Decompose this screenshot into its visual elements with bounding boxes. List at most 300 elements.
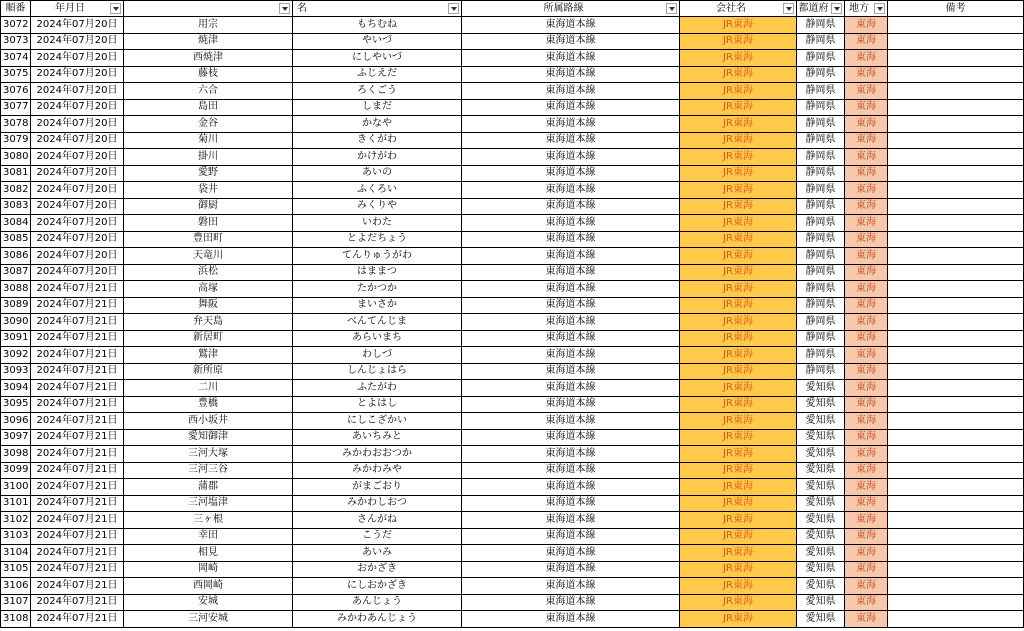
cell-company[interactable] <box>680 116 797 133</box>
cell-order[interactable] <box>0 430 31 447</box>
cell-order[interactable] <box>0 166 31 183</box>
cell-station[interactable] <box>124 496 293 513</box>
cell-company[interactable] <box>680 380 797 397</box>
cell-note[interactable] <box>888 529 1024 546</box>
cell-prefecture[interactable] <box>797 347 845 364</box>
cell-company[interactable] <box>680 512 797 529</box>
cell-station[interactable] <box>124 265 293 282</box>
cell-line[interactable] <box>462 133 680 150</box>
cell-kana[interactable] <box>293 430 462 447</box>
cell-prefecture[interactable] <box>797 298 845 315</box>
cell-date[interactable] <box>31 232 124 249</box>
cell-station[interactable] <box>124 463 293 480</box>
cell-kana[interactable] <box>293 149 462 166</box>
cell-order[interactable] <box>0 281 31 298</box>
cell-kana[interactable] <box>293 545 462 562</box>
cell-date[interactable] <box>31 331 124 348</box>
cell-date[interactable] <box>31 133 124 150</box>
filter-dropdown-icon[interactable] <box>448 3 459 14</box>
cell-order[interactable] <box>0 413 31 430</box>
cell-station[interactable] <box>124 116 293 133</box>
cell-region[interactable] <box>845 430 888 447</box>
cell-station[interactable] <box>124 479 293 496</box>
cell-kana[interactable] <box>293 166 462 183</box>
cell-prefecture[interactable] <box>797 430 845 447</box>
cell-date[interactable] <box>31 479 124 496</box>
cell-region[interactable] <box>845 595 888 612</box>
cell-station[interactable] <box>124 149 293 166</box>
cell-date[interactable] <box>31 463 124 480</box>
cell-company[interactable] <box>680 529 797 546</box>
cell-order[interactable] <box>0 578 31 595</box>
cell-line[interactable] <box>462 298 680 315</box>
cell-date[interactable] <box>31 83 124 100</box>
cell-date[interactable] <box>31 17 124 34</box>
header-region[interactable] <box>845 0 888 17</box>
cell-line[interactable] <box>462 545 680 562</box>
cell-kana[interactable] <box>293 463 462 480</box>
cell-line[interactable] <box>462 67 680 84</box>
cell-line[interactable] <box>462 215 680 232</box>
cell-kana[interactable] <box>293 232 462 249</box>
cell-station[interactable] <box>124 512 293 529</box>
cell-order[interactable] <box>0 512 31 529</box>
cell-company[interactable] <box>680 199 797 216</box>
cell-line[interactable] <box>462 17 680 34</box>
cell-note[interactable] <box>888 83 1024 100</box>
cell-region[interactable] <box>845 611 888 628</box>
cell-kana[interactable] <box>293 611 462 628</box>
cell-region[interactable] <box>845 298 888 315</box>
cell-note[interactable] <box>888 182 1024 199</box>
cell-line[interactable] <box>462 347 680 364</box>
cell-line[interactable] <box>462 281 680 298</box>
cell-kana[interactable] <box>293 446 462 463</box>
cell-company[interactable] <box>680 248 797 265</box>
cell-company[interactable] <box>680 314 797 331</box>
cell-company[interactable] <box>680 496 797 513</box>
cell-kana[interactable] <box>293 512 462 529</box>
cell-order[interactable] <box>0 331 31 348</box>
cell-prefecture[interactable] <box>797 248 845 265</box>
cell-company[interactable] <box>680 133 797 150</box>
cell-prefecture[interactable] <box>797 380 845 397</box>
cell-order[interactable] <box>0 364 31 381</box>
cell-date[interactable] <box>31 562 124 579</box>
cell-station[interactable] <box>124 248 293 265</box>
cell-region[interactable] <box>845 562 888 579</box>
cell-line[interactable] <box>462 100 680 117</box>
cell-date[interactable] <box>31 34 124 51</box>
header-prefecture[interactable] <box>797 0 845 17</box>
cell-station[interactable] <box>124 232 293 249</box>
cell-prefecture[interactable] <box>797 182 845 199</box>
cell-kana[interactable] <box>293 595 462 612</box>
cell-note[interactable] <box>888 496 1024 513</box>
cell-region[interactable] <box>845 479 888 496</box>
cell-note[interactable] <box>888 512 1024 529</box>
cell-station[interactable] <box>124 380 293 397</box>
cell-date[interactable] <box>31 281 124 298</box>
cell-note[interactable] <box>888 479 1024 496</box>
cell-region[interactable] <box>845 331 888 348</box>
cell-region[interactable] <box>845 199 888 216</box>
cell-region[interactable] <box>845 17 888 34</box>
cell-note[interactable] <box>888 116 1024 133</box>
cell-kana[interactable] <box>293 562 462 579</box>
cell-kana[interactable] <box>293 17 462 34</box>
cell-note[interactable] <box>888 298 1024 315</box>
cell-prefecture[interactable] <box>797 545 845 562</box>
cell-kana[interactable] <box>293 265 462 282</box>
cell-region[interactable] <box>845 215 888 232</box>
cell-company[interactable] <box>680 100 797 117</box>
cell-kana[interactable] <box>293 364 462 381</box>
cell-date[interactable] <box>31 529 124 546</box>
filter-dropdown-icon[interactable] <box>110 3 121 14</box>
cell-order[interactable] <box>0 545 31 562</box>
cell-kana[interactable] <box>293 116 462 133</box>
cell-kana[interactable] <box>293 248 462 265</box>
cell-station[interactable] <box>124 364 293 381</box>
cell-prefecture[interactable] <box>797 331 845 348</box>
cell-station[interactable] <box>124 413 293 430</box>
cell-prefecture[interactable] <box>797 116 845 133</box>
cell-date[interactable] <box>31 182 124 199</box>
cell-company[interactable] <box>680 215 797 232</box>
cell-station[interactable] <box>124 17 293 34</box>
cell-order[interactable] <box>0 17 31 34</box>
cell-note[interactable] <box>888 331 1024 348</box>
cell-line[interactable] <box>462 314 680 331</box>
cell-company[interactable] <box>680 182 797 199</box>
cell-company[interactable] <box>680 397 797 414</box>
cell-station[interactable] <box>124 215 293 232</box>
cell-station[interactable] <box>124 562 293 579</box>
cell-line[interactable] <box>462 116 680 133</box>
cell-line[interactable] <box>462 430 680 447</box>
cell-order[interactable] <box>0 529 31 546</box>
cell-company[interactable] <box>680 34 797 51</box>
cell-prefecture[interactable] <box>797 281 845 298</box>
cell-line[interactable] <box>462 479 680 496</box>
cell-prefecture[interactable] <box>797 446 845 463</box>
cell-region[interactable] <box>845 133 888 150</box>
filter-dropdown-icon[interactable] <box>783 3 794 14</box>
cell-note[interactable] <box>888 463 1024 480</box>
cell-company[interactable] <box>680 166 797 183</box>
cell-line[interactable] <box>462 248 680 265</box>
cell-prefecture[interactable] <box>797 133 845 150</box>
cell-line[interactable] <box>462 529 680 546</box>
cell-company[interactable] <box>680 17 797 34</box>
cell-station[interactable] <box>124 100 293 117</box>
cell-note[interactable] <box>888 215 1024 232</box>
cell-line[interactable] <box>462 232 680 249</box>
cell-station[interactable] <box>124 133 293 150</box>
cell-region[interactable] <box>845 496 888 513</box>
cell-date[interactable] <box>31 67 124 84</box>
cell-prefecture[interactable] <box>797 232 845 249</box>
cell-date[interactable] <box>31 265 124 282</box>
header-station[interactable] <box>124 0 293 17</box>
cell-kana[interactable] <box>293 347 462 364</box>
cell-order[interactable] <box>0 248 31 265</box>
cell-line[interactable] <box>462 265 680 282</box>
cell-region[interactable] <box>845 34 888 51</box>
cell-date[interactable] <box>31 545 124 562</box>
cell-line[interactable] <box>462 380 680 397</box>
cell-region[interactable] <box>845 314 888 331</box>
header-note[interactable] <box>888 0 1024 17</box>
cell-line[interactable] <box>462 199 680 216</box>
cell-kana[interactable] <box>293 182 462 199</box>
cell-region[interactable] <box>845 83 888 100</box>
cell-company[interactable] <box>680 232 797 249</box>
cell-date[interactable] <box>31 116 124 133</box>
cell-prefecture[interactable] <box>797 100 845 117</box>
cell-prefecture[interactable] <box>797 364 845 381</box>
cell-prefecture[interactable] <box>797 67 845 84</box>
cell-prefecture[interactable] <box>797 166 845 183</box>
cell-date[interactable] <box>31 397 124 414</box>
cell-date[interactable] <box>31 149 124 166</box>
cell-line[interactable] <box>462 611 680 628</box>
cell-date[interactable] <box>31 496 124 513</box>
cell-note[interactable] <box>888 595 1024 612</box>
cell-region[interactable] <box>845 545 888 562</box>
header-company[interactable] <box>680 0 797 17</box>
cell-station[interactable] <box>124 298 293 315</box>
cell-kana[interactable] <box>293 529 462 546</box>
cell-station[interactable] <box>124 611 293 628</box>
cell-note[interactable] <box>888 166 1024 183</box>
cell-note[interactable] <box>888 199 1024 216</box>
cell-order[interactable] <box>0 496 31 513</box>
cell-note[interactable] <box>888 446 1024 463</box>
cell-company[interactable] <box>680 67 797 84</box>
cell-note[interactable] <box>888 562 1024 579</box>
cell-note[interactable] <box>888 281 1024 298</box>
cell-order[interactable] <box>0 133 31 150</box>
cell-company[interactable] <box>680 479 797 496</box>
cell-prefecture[interactable] <box>797 562 845 579</box>
cell-order[interactable] <box>0 298 31 315</box>
cell-kana[interactable] <box>293 397 462 414</box>
cell-line[interactable] <box>462 364 680 381</box>
cell-company[interactable] <box>680 611 797 628</box>
cell-date[interactable] <box>31 298 124 315</box>
cell-prefecture[interactable] <box>797 529 845 546</box>
cell-order[interactable] <box>0 34 31 51</box>
cell-note[interactable] <box>888 314 1024 331</box>
cell-prefecture[interactable] <box>797 149 845 166</box>
cell-date[interactable] <box>31 314 124 331</box>
cell-line[interactable] <box>462 578 680 595</box>
cell-note[interactable] <box>888 413 1024 430</box>
cell-station[interactable] <box>124 446 293 463</box>
filter-dropdown-icon[interactable] <box>874 3 885 14</box>
cell-prefecture[interactable] <box>797 397 845 414</box>
cell-company[interactable] <box>680 347 797 364</box>
cell-order[interactable] <box>0 232 31 249</box>
cell-station[interactable] <box>124 199 293 216</box>
filter-dropdown-icon[interactable] <box>279 3 290 14</box>
filter-dropdown-icon[interactable] <box>666 3 677 14</box>
cell-order[interactable] <box>0 67 31 84</box>
header-kana[interactable] <box>293 0 462 17</box>
cell-region[interactable] <box>845 364 888 381</box>
cell-date[interactable] <box>31 611 124 628</box>
cell-prefecture[interactable] <box>797 611 845 628</box>
cell-region[interactable] <box>845 463 888 480</box>
cell-prefecture[interactable] <box>797 265 845 282</box>
cell-note[interactable] <box>888 578 1024 595</box>
cell-region[interactable] <box>845 182 888 199</box>
cell-order[interactable] <box>0 182 31 199</box>
cell-note[interactable] <box>888 17 1024 34</box>
cell-station[interactable] <box>124 182 293 199</box>
cell-prefecture[interactable] <box>797 34 845 51</box>
cell-prefecture[interactable] <box>797 463 845 480</box>
cell-date[interactable] <box>31 430 124 447</box>
cell-kana[interactable] <box>293 133 462 150</box>
cell-station[interactable] <box>124 83 293 100</box>
cell-company[interactable] <box>680 545 797 562</box>
header-date[interactable] <box>31 0 124 17</box>
cell-region[interactable] <box>845 397 888 414</box>
cell-date[interactable] <box>31 248 124 265</box>
cell-line[interactable] <box>462 50 680 67</box>
cell-region[interactable] <box>845 166 888 183</box>
cell-date[interactable] <box>31 50 124 67</box>
filter-dropdown-icon[interactable] <box>831 3 842 14</box>
cell-date[interactable] <box>31 199 124 216</box>
cell-region[interactable] <box>845 446 888 463</box>
cell-region[interactable] <box>845 578 888 595</box>
cell-kana[interactable] <box>293 67 462 84</box>
cell-order[interactable] <box>0 595 31 612</box>
cell-line[interactable] <box>462 397 680 414</box>
cell-company[interactable] <box>680 430 797 447</box>
cell-prefecture[interactable] <box>797 595 845 612</box>
cell-kana[interactable] <box>293 479 462 496</box>
cell-line[interactable] <box>462 34 680 51</box>
cell-line[interactable] <box>462 331 680 348</box>
header-order[interactable] <box>0 0 31 17</box>
cell-region[interactable] <box>845 413 888 430</box>
cell-order[interactable] <box>0 562 31 579</box>
cell-company[interactable] <box>680 149 797 166</box>
cell-line[interactable] <box>462 562 680 579</box>
cell-region[interactable] <box>845 281 888 298</box>
cell-station[interactable] <box>124 529 293 546</box>
cell-region[interactable] <box>845 248 888 265</box>
cell-kana[interactable] <box>293 578 462 595</box>
cell-prefecture[interactable] <box>797 50 845 67</box>
cell-station[interactable] <box>124 331 293 348</box>
cell-date[interactable] <box>31 100 124 117</box>
cell-line[interactable] <box>462 149 680 166</box>
cell-region[interactable] <box>845 380 888 397</box>
cell-date[interactable] <box>31 413 124 430</box>
cell-company[interactable] <box>680 446 797 463</box>
cell-kana[interactable] <box>293 496 462 513</box>
cell-date[interactable] <box>31 215 124 232</box>
cell-company[interactable] <box>680 463 797 480</box>
cell-station[interactable] <box>124 34 293 51</box>
cell-note[interactable] <box>888 34 1024 51</box>
cell-region[interactable] <box>845 116 888 133</box>
cell-company[interactable] <box>680 331 797 348</box>
cell-station[interactable] <box>124 347 293 364</box>
cell-kana[interactable] <box>293 298 462 315</box>
cell-company[interactable] <box>680 562 797 579</box>
cell-line[interactable] <box>462 496 680 513</box>
cell-date[interactable] <box>31 347 124 364</box>
cell-line[interactable] <box>462 83 680 100</box>
cell-kana[interactable] <box>293 314 462 331</box>
cell-company[interactable] <box>680 83 797 100</box>
cell-kana[interactable] <box>293 83 462 100</box>
cell-prefecture[interactable] <box>797 413 845 430</box>
cell-prefecture[interactable] <box>797 83 845 100</box>
cell-company[interactable] <box>680 578 797 595</box>
cell-line[interactable] <box>462 463 680 480</box>
cell-company[interactable] <box>680 413 797 430</box>
cell-order[interactable] <box>0 397 31 414</box>
cell-order[interactable] <box>0 50 31 67</box>
cell-order[interactable] <box>0 479 31 496</box>
cell-order[interactable] <box>0 611 31 628</box>
cell-order[interactable] <box>0 314 31 331</box>
cell-note[interactable] <box>888 100 1024 117</box>
cell-line[interactable] <box>462 166 680 183</box>
cell-note[interactable] <box>888 67 1024 84</box>
cell-kana[interactable] <box>293 215 462 232</box>
cell-line[interactable] <box>462 512 680 529</box>
cell-order[interactable] <box>0 347 31 364</box>
cell-order[interactable] <box>0 463 31 480</box>
cell-date[interactable] <box>31 364 124 381</box>
cell-station[interactable] <box>124 578 293 595</box>
cell-order[interactable] <box>0 446 31 463</box>
cell-company[interactable] <box>680 298 797 315</box>
cell-date[interactable] <box>31 595 124 612</box>
cell-station[interactable] <box>124 281 293 298</box>
cell-order[interactable] <box>0 100 31 117</box>
cell-station[interactable] <box>124 430 293 447</box>
cell-order[interactable] <box>0 83 31 100</box>
cell-region[interactable] <box>845 265 888 282</box>
cell-prefecture[interactable] <box>797 17 845 34</box>
cell-date[interactable] <box>31 166 124 183</box>
cell-order[interactable] <box>0 215 31 232</box>
cell-kana[interactable] <box>293 100 462 117</box>
cell-line[interactable] <box>462 595 680 612</box>
cell-company[interactable] <box>680 281 797 298</box>
cell-note[interactable] <box>888 347 1024 364</box>
cell-note[interactable] <box>888 430 1024 447</box>
cell-kana[interactable] <box>293 413 462 430</box>
cell-region[interactable] <box>845 149 888 166</box>
cell-prefecture[interactable] <box>797 479 845 496</box>
cell-date[interactable] <box>31 578 124 595</box>
cell-kana[interactable] <box>293 199 462 216</box>
cell-note[interactable] <box>888 611 1024 628</box>
cell-note[interactable] <box>888 133 1024 150</box>
cell-prefecture[interactable] <box>797 314 845 331</box>
